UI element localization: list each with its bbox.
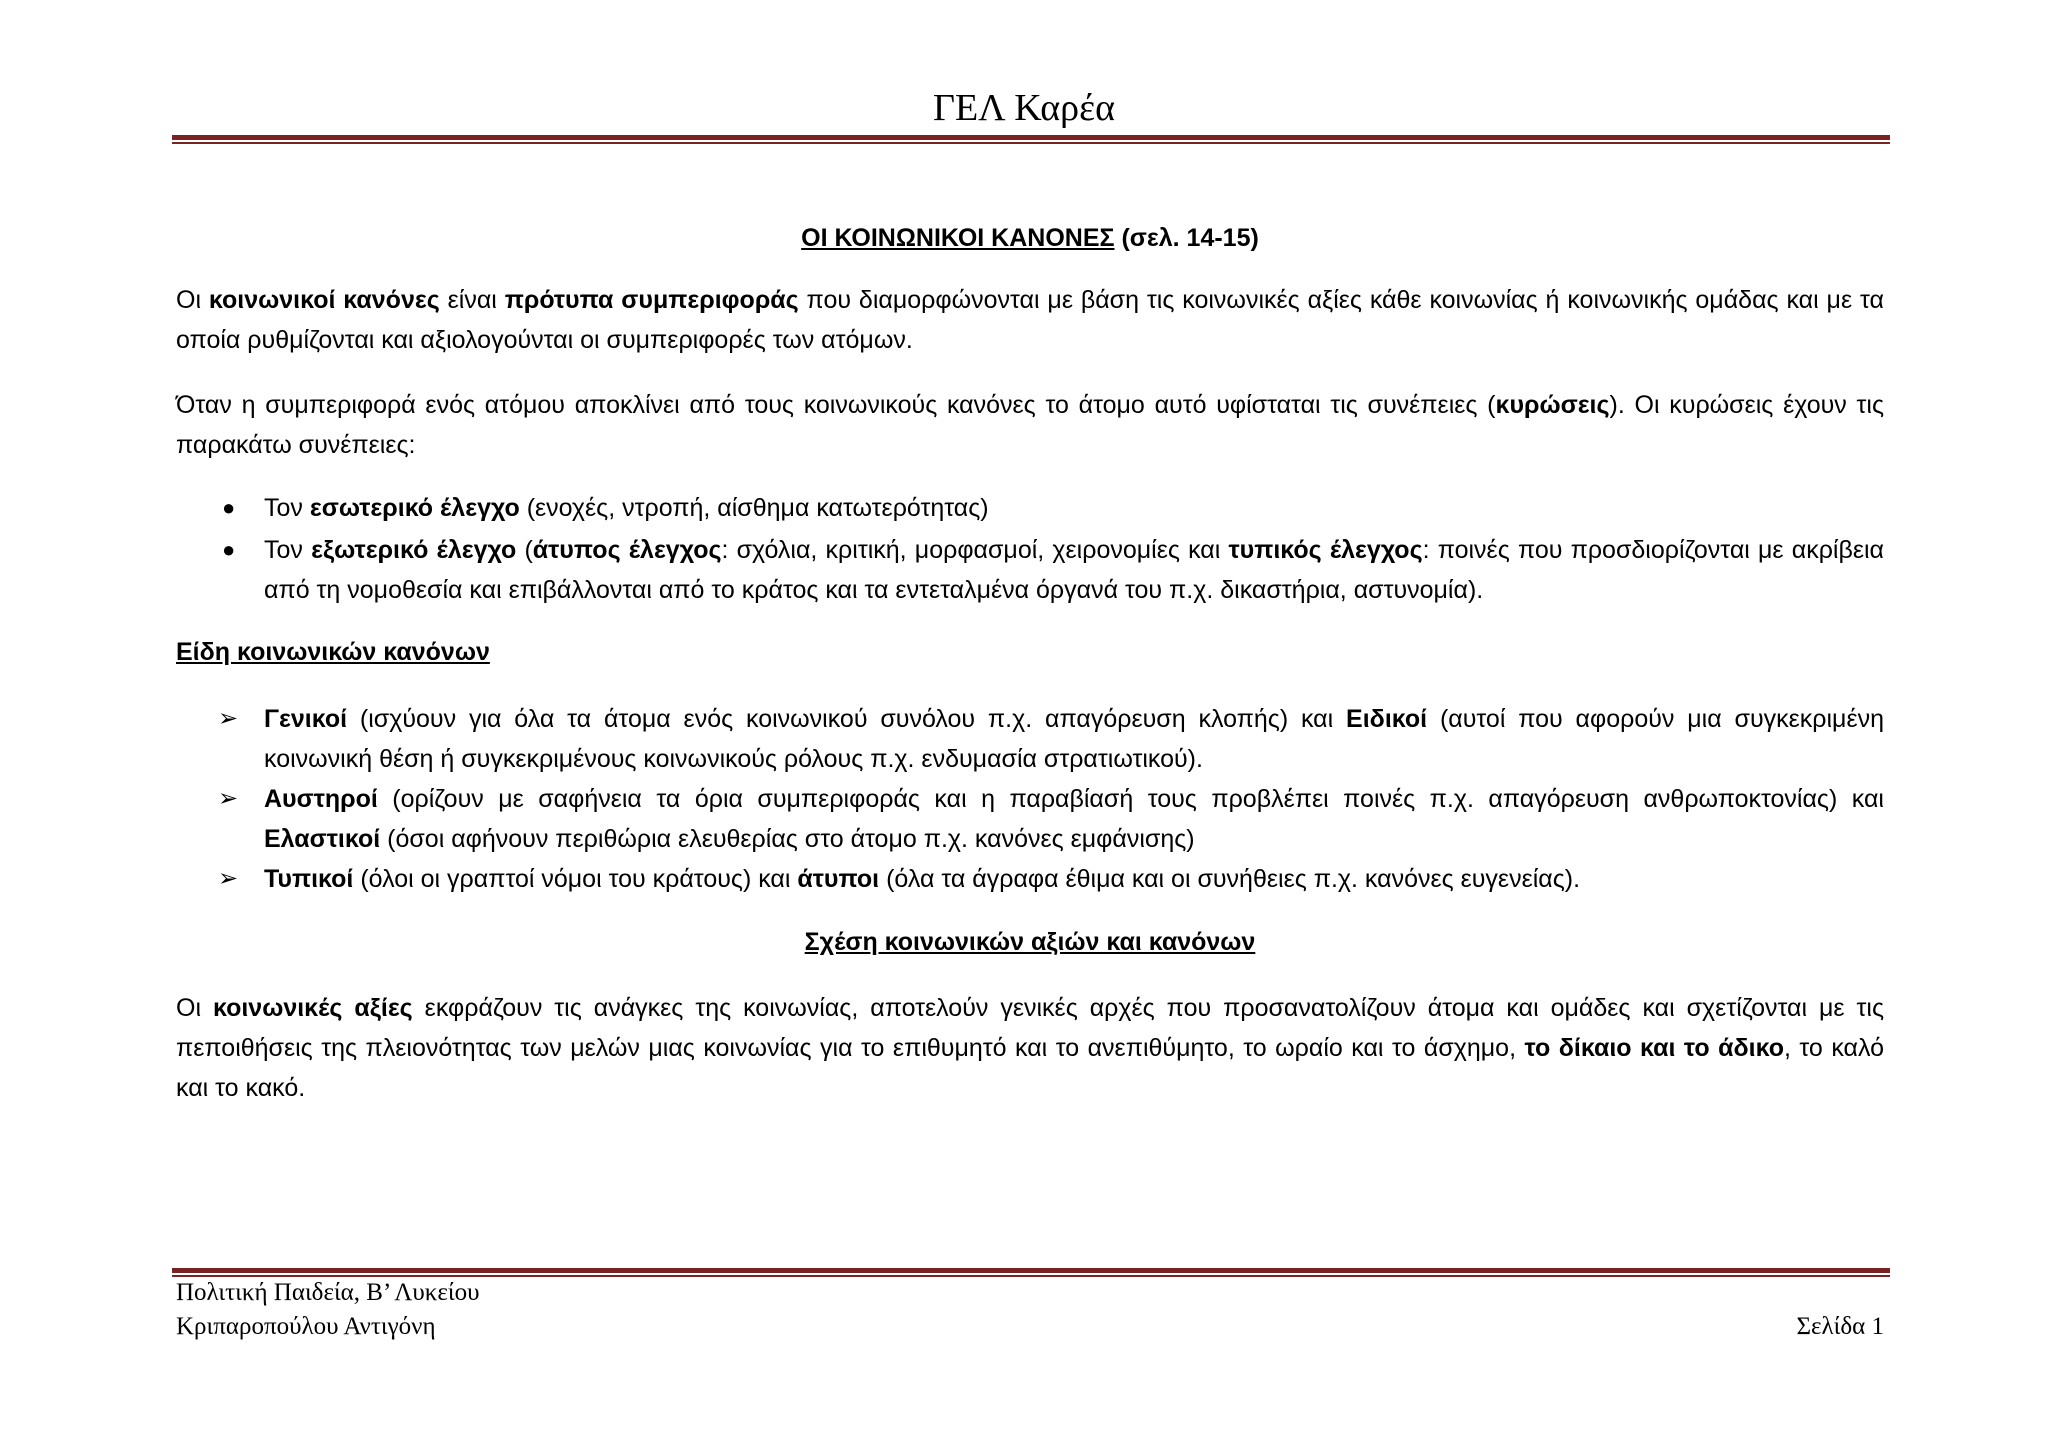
section-title-social-rules [176,218,1884,258]
text-run: ). Οι κυρώσεις έχουν τις παρακάτω συνέπειες: [176,391,1884,459]
footer-author: Κριπαροπούλου Αντιγόνη [176,1313,436,1340]
text-run: (ορίζουν με σαφήνεια τα όρια συμπεριφοράς και η παραβίασή τους προβλέπει ποινές π.χ. απαγόρευση ανθρωποκτονίας) και [377,785,1884,813]
bold-term: κυρώσεις [1495,391,1610,419]
text-run: είναι [439,286,505,314]
bullet-icon: ● [222,537,236,562]
control-bullet-list [176,488,1884,610]
page-header-title: ΓΕΛ Καρέα [932,87,1116,129]
text-run: Τον [264,494,310,522]
text-run: Όταν η συμπεριφορά ενός ατόμου αποκλίνει από τους κοινωνικούς κανόνες το άτομο αυτό υφίσταται τις συνέπειες ( [176,391,1496,419]
paragraph-values [176,988,1884,1108]
bold-term: Ελαστικοί [264,825,381,853]
arrow-bullet-icon: ➢ [218,705,239,732]
footer-course: Πολιτική Παιδεία, Β’ Λυκείου [176,1279,480,1306]
text-run: , το καλό και το κακό. [176,1034,1884,1102]
paragraph-sanctions [176,385,1884,465]
bold-term: κοινωνικές αξίες [212,994,413,1022]
list-item [176,699,1884,779]
text-run: (όσοι αφήνουν περιθώρια ελευθερίας στο άτομο π.χ. κανόνες εμφάνισης) [380,825,1195,853]
bold-term: άτυπος έλεγχος [532,536,722,564]
bold-term: τυπικός έλεγχος [1228,536,1423,564]
list-item [176,530,1884,610]
text-run: (όλα τα άγραφα έθιμα και οι συνήθειες π.χ. κανόνες ευγενείας). [879,865,1581,893]
arrow-bullet-icon: ➢ [218,865,239,892]
text-run: (αυτοί που αφορούν μια συγκεκριμένη κοινωνική θέση ή συγκεκριμένους κοινωνικούς ρόλους π.χ. ενδυμασία στρατιωτικού). [264,705,1884,773]
list-item [176,779,1884,859]
bold-term: πρότυπα συμπεριφοράς [504,286,799,314]
section-title-text: ΟΙ ΚΟΙΝΩΝΙΚΟΙ ΚΑΝΟΝΕΣ [801,224,1115,252]
text-run: Τον [264,536,312,564]
text-run: Οι [176,994,213,1022]
list-item [176,488,1884,528]
bold-term: Τυπικοί [264,865,354,893]
bold-term: Αυστηροί [264,785,378,813]
section-title-values-rules: Σχέση κοινωνικών αξιών και κανόνων [804,928,1256,956]
header-rule [172,135,1890,144]
bold-term: εσωτερικό έλεγχο [309,494,520,522]
text-run: (ενοχές, ντροπή, αίσθημα κατωτερότητας) [519,494,989,522]
bold-term: εξωτερικό έλεγχο [311,536,517,564]
text-run: (ισχύουν για όλα τα άτομα ενός κοινωνικού συνόλου π.χ. απαγόρευση κλοπής) και [347,705,1347,733]
section-title-rule-types: Είδη κοινωνικών κανόνων [176,638,490,666]
bold-term: άτυποι [797,865,880,893]
rule-types-list [176,699,1884,899]
bullet-icon: ● [222,495,236,520]
text-run: : σχόλια, κριτική, μορφασμοί, χειρονομίες και [721,536,1229,564]
section-pages: (σελ. 14-15) [1121,224,1259,252]
footer-left [176,1276,480,1344]
bold-term: Γενικοί [264,705,348,733]
bold-term: Ειδικοί [1346,705,1428,733]
text-run: που διαμορφώνονται με βάση τις κοινωνικές αξίες κάθε κοινωνίας ή κοινωνικής ομάδας και με τα οποία ρυθμίζονται και αξιολογούνται οι συμπεριφορές των ατόμων. [176,286,1884,354]
paragraph-definition [176,280,1884,360]
text-run: : ποινές που προσδιορίζονται με ακρίβεια από τη νομοθεσία και επιβάλλονται από το κράτος και τα εντεταλμένα όργανά του π.χ. δικαστήρια, αστυνομία). [264,536,1885,604]
arrow-bullet-icon: ➢ [218,785,239,812]
text-run: Οι [176,286,209,314]
text-run: εκφράζουν τις ανάγκες της κοινωνίας, αποτελούν γενικές αρχές που προσανατολίζουν άτομα και ομάδες και σχετίζονται με τις πεποιθήσεις της πλειονότητας των μελών μιας κοινωνίας για το επιθυμητό και το ανεπιθύμητο, το ωραίο και το άσχημο, [176,994,1885,1062]
bold-term: κοινωνικοί κανόνες [208,286,440,314]
text-run: ( [516,536,533,564]
list-item [176,859,1884,899]
footer-page-number: Σελίδα 1 [1796,1313,1884,1340]
document-body [176,218,1884,1108]
text-run: (όλοι οι γραπτοί νόμοι του κράτους) και [353,865,798,893]
bold-term: το δίκαιο και το άδικο [1524,1034,1784,1062]
